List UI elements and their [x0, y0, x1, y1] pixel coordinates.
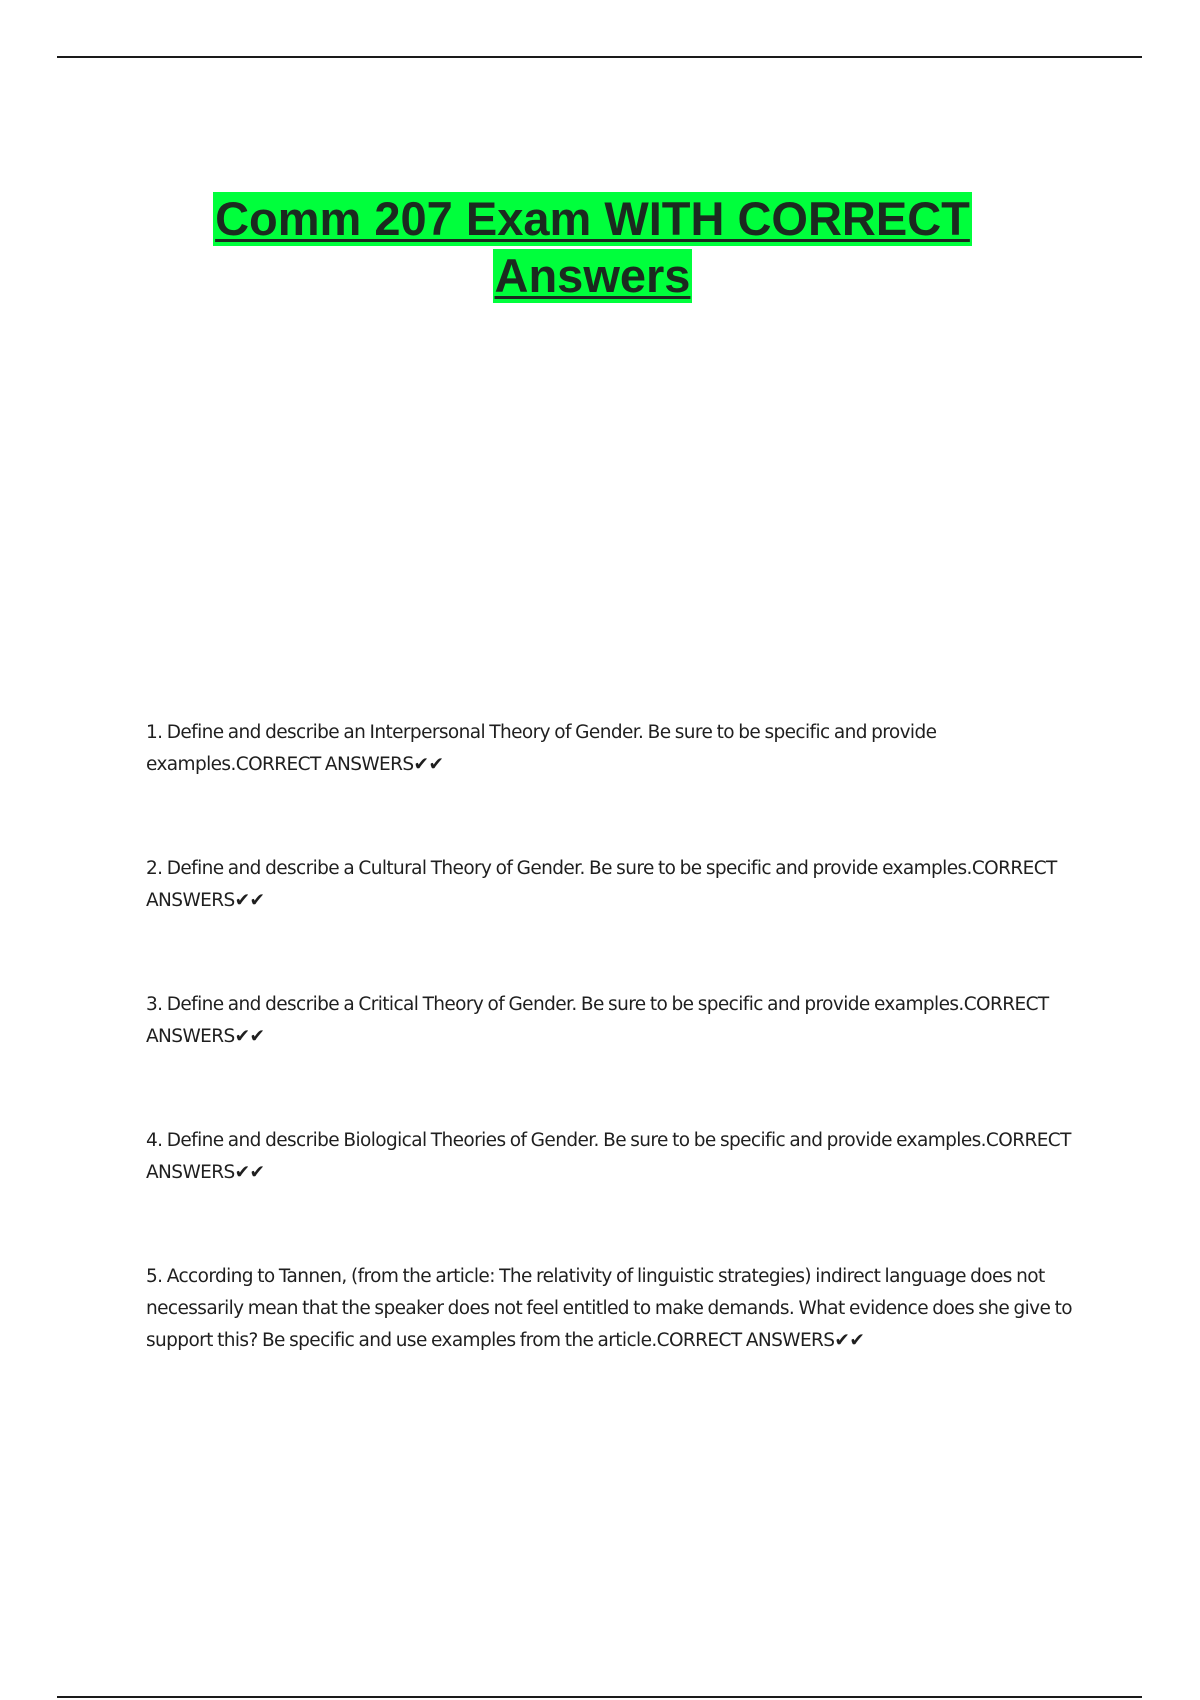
title-line-2: Answers — [494, 249, 691, 302]
footer-rule — [57, 1696, 1142, 1698]
document-title — [0, 192, 1185, 306]
title-line-1: Comm 207 Exam WITH CORRECT — [215, 192, 970, 245]
header-rule — [57, 56, 1142, 58]
question-4: 4. Define and describe Biological Theories of Gender. Be sure to be specific and provide examples.CORRECT ANSWERS✔✔ — [146, 1130, 1071, 1183]
question-2: 2. Define and describe a Cultural Theory of Gender. Be sure to be specific and provide examples.CORRECT ANSWERS✔✔ — [146, 858, 1057, 911]
question-3: 3. Define and describe a Critical Theory of Gender. Be sure to be specific and provide examples.CORRECT ANSWERS✔✔ — [146, 994, 1049, 1047]
question-1: 1. Define and describe an Interpersonal Theory of Gender. Be sure to be specific and provide examples.CORRECT ANSWERS✔✔ — [146, 722, 937, 775]
question-5: 5. According to Tannen, (from the article: The relativity of linguistic strategies) indirect language does not necessarily mean that the speaker does not feel entitled to make demands. What evidence does she give to support this? Be specific and use examples from the article.CORRECT ANSWERS✔✔ — [146, 1266, 1072, 1351]
question-list — [146, 717, 1096, 1357]
